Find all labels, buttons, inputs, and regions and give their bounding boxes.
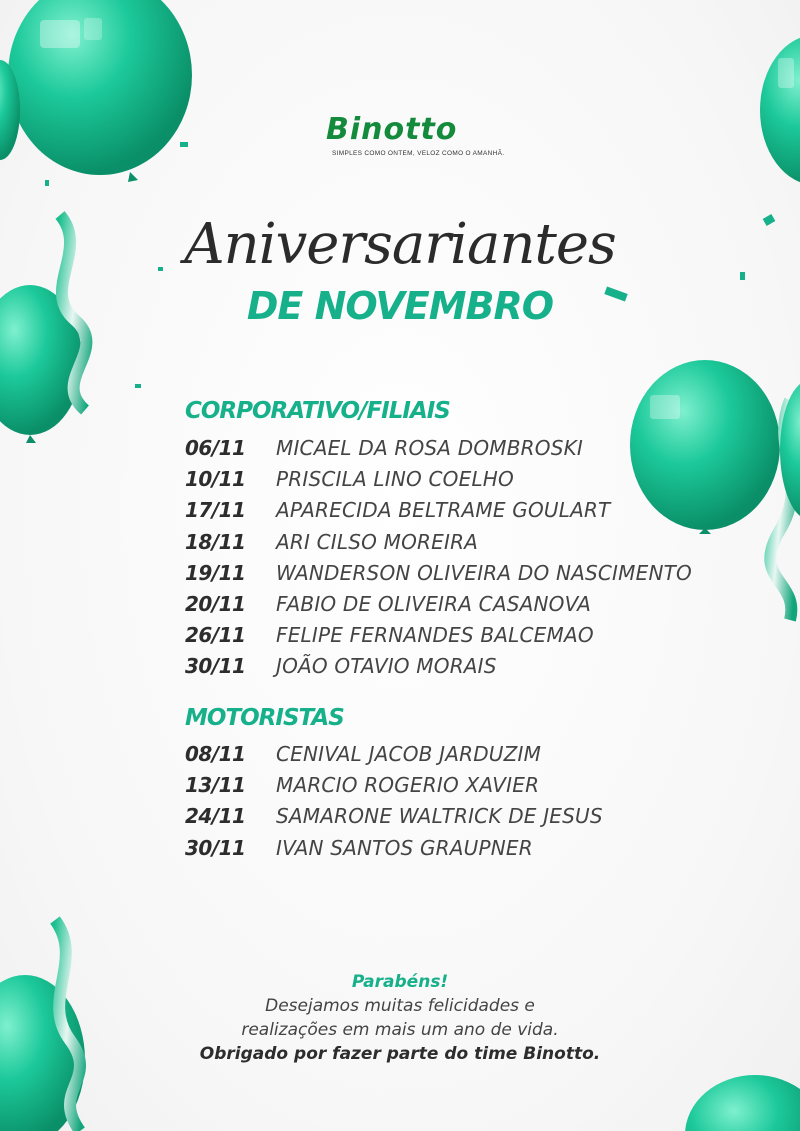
section-title-motoristas: MOTORISTAS	[185, 705, 344, 731]
title-subtitle: DE NOVEMBRO	[246, 284, 554, 328]
employee-name: PRISCILA LINO COELHO	[276, 467, 514, 491]
footer-thanks: Obrigado por fazer parte do time Binotto.	[199, 1044, 601, 1064]
birthday-date: 17/11	[185, 498, 246, 522]
logo-wordmark: Binotto	[326, 112, 458, 147]
birthday-date: 30/11	[185, 836, 246, 860]
employee-name: MICAEL DA ROSA DOMBROSKI	[276, 436, 584, 460]
employee-name: MARCIO ROGERIO XAVIER	[276, 773, 540, 797]
employee-name: IVAN SANTOS GRAUPNER	[276, 836, 533, 860]
birthday-date: 18/11	[185, 530, 246, 554]
birthday-date: 20/11	[185, 592, 246, 616]
birthday-date: 08/11	[185, 742, 246, 766]
employee-name: WANDERSON OLIVEIRA DO NASCIMENTO	[276, 561, 692, 585]
employee-name: JOÃO OTAVIO MORAIS	[276, 654, 497, 678]
footer-message	[0, 970, 800, 1066]
birthday-date: 24/11	[185, 804, 246, 828]
logo-tagline: SIMPLES COMO ONTEM, VELOZ COMO O AMANHÃ.	[332, 150, 505, 157]
employee-name: APARECIDA BELTRAME GOULART	[276, 498, 611, 522]
employee-name: SAMARONE WALTRICK DE JESUS	[276, 804, 603, 828]
employee-name: CENIVAL JACOB JARDUZIM	[276, 742, 542, 766]
footer-congrats: Parabéns!	[351, 972, 449, 992]
employee-name: FELIPE FERNANDES BALCEMAO	[276, 623, 594, 647]
birthday-date: 13/11	[185, 773, 246, 797]
footer-wish-line1: Desejamos muitas felicidades e	[265, 996, 535, 1016]
birthday-date: 10/11	[185, 467, 246, 491]
footer-wish-line2: realizações em mais um ano de vida.	[241, 1020, 559, 1040]
balloon-top-left	[8, 0, 192, 182]
birthday-date: 30/11	[185, 654, 246, 678]
birthday-date: 26/11	[185, 623, 246, 647]
employee-name: ARI CILSO MOREIRA	[276, 530, 479, 554]
birthday-date: 19/11	[185, 561, 246, 585]
employee-name: FABIO DE OLIVEIRA CASANOVA	[276, 592, 591, 616]
binotto-logo	[322, 100, 505, 162]
balloon-bottom-right	[685, 1075, 800, 1131]
birthday-date: 06/11	[185, 436, 246, 460]
balloon-top-right	[760, 35, 800, 185]
section-title-corporativo: CORPORATIVO/FILIAIS	[185, 398, 450, 424]
title-script: Aniversariantes	[184, 212, 616, 277]
